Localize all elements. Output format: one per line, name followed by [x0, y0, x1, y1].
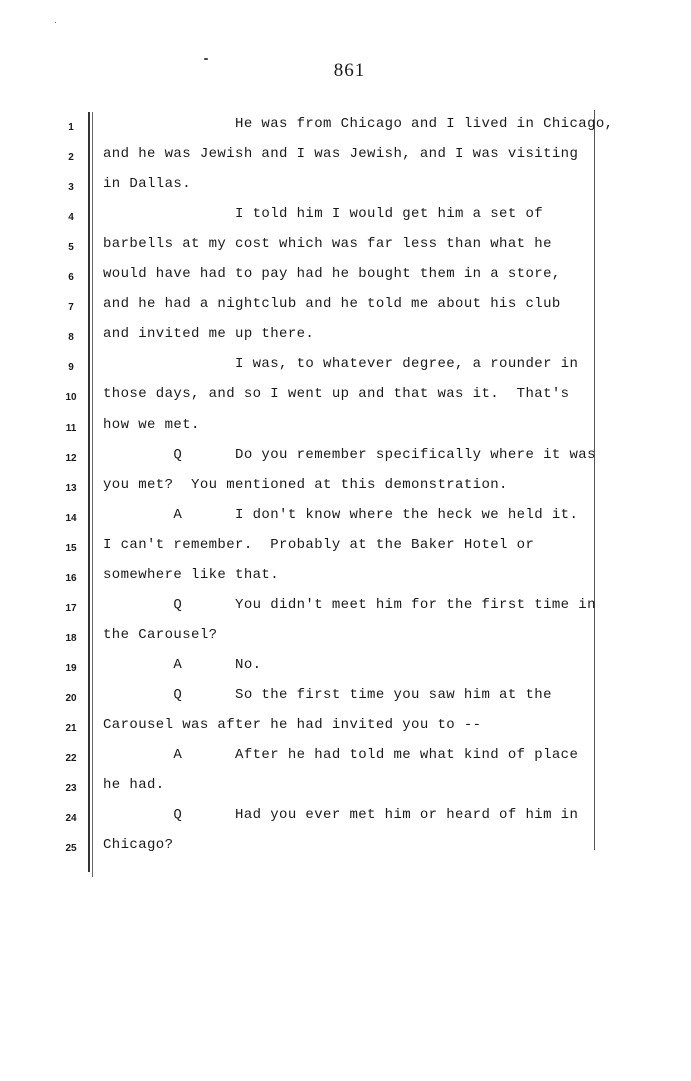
line-number: 5	[68, 242, 74, 254]
transcript-line	[0, 717, 691, 747]
transcript-line	[0, 176, 691, 206]
transcript-line	[0, 597, 691, 627]
transcript-line	[0, 747, 691, 777]
line-text: Q Do you remember specifically where it was	[103, 446, 596, 463]
line-text: He was from Chicago and I lived in Chicago,	[103, 116, 614, 132]
line-text: A I don't know where the heck we held it.	[103, 506, 579, 523]
line-number: 7	[68, 302, 74, 314]
line-text: the Carousel?	[103, 626, 218, 643]
transcript-line	[0, 296, 691, 326]
line-number: 10	[65, 392, 77, 404]
line-number: 3	[68, 182, 74, 194]
line-text: I can't remember. Probably at the Baker Hotel or	[103, 536, 535, 553]
line-text: he had.	[103, 777, 165, 794]
transcript-line	[0, 837, 691, 867]
line-text: somewhere like that.	[103, 566, 280, 583]
line-number: 16	[65, 572, 77, 584]
line-text: Q You didn't meet him for the first time in	[103, 596, 596, 613]
line-text: and he was Jewish and I was Jewish, and I was visiting	[103, 146, 579, 163]
transcript-line	[0, 627, 691, 657]
transcript-line	[0, 326, 691, 356]
line-text: A After he had told me what kind of place	[103, 747, 579, 764]
line-number: 12	[65, 452, 77, 464]
transcript-line	[0, 567, 691, 597]
transcript-line	[0, 417, 691, 447]
line-number: 25	[65, 843, 77, 855]
transcript-line	[0, 206, 691, 236]
line-text: would have had to pay had he bought them in a store,	[103, 266, 561, 283]
line-number: 14	[65, 512, 77, 524]
line-number: 23	[65, 783, 77, 795]
transcript-line	[0, 116, 691, 146]
transcript-line	[0, 386, 691, 416]
transcript-line	[0, 537, 691, 567]
line-number: 21	[65, 723, 77, 734]
line-number: 20	[65, 692, 77, 704]
line-text: Chicago?	[103, 837, 174, 854]
line-text: in Dallas.	[103, 176, 192, 193]
line-number: 9	[68, 362, 74, 374]
transcript-line	[0, 687, 691, 717]
page-number: 861	[333, 60, 366, 81]
line-text: Q So the first time you saw him at the	[103, 686, 552, 703]
transcript-line	[0, 356, 691, 386]
line-number: 2	[68, 152, 74, 164]
line-number: 18	[65, 632, 77, 644]
transcript-line	[0, 507, 691, 537]
line-text: and invited me up there.	[103, 326, 315, 343]
line-text: I told him I would get him a set of	[103, 206, 544, 223]
transcript-line	[0, 236, 691, 266]
line-number: 15	[65, 542, 77, 554]
line-number: 4	[68, 212, 74, 224]
transcript-line	[0, 146, 691, 176]
line-number: 6	[68, 272, 74, 284]
line-number: 19	[65, 662, 77, 674]
transcript-line	[0, 266, 691, 296]
transcript-line	[0, 777, 691, 807]
scan-speck	[55, 22, 56, 23]
line-text: I was, to whatever degree, a rounder in	[103, 356, 579, 373]
line-number: 24	[65, 813, 77, 825]
line-text: A No.	[103, 656, 262, 673]
scan-speck	[204, 58, 208, 60]
line-text: you met? You mentioned at this demonstration.	[103, 476, 508, 493]
line-number: 13	[65, 482, 77, 494]
line-text: how we met.	[103, 416, 200, 433]
transcript-line	[0, 447, 691, 477]
line-number: 17	[65, 602, 77, 614]
transcript-line	[0, 477, 691, 507]
line-text: and he had a nightclub and he told me about his club	[103, 296, 561, 313]
line-text: Carousel was after he had invited you to --	[103, 717, 482, 733]
line-number: 8	[68, 332, 74, 344]
line-text: those days, and so I went up and that was it. That's	[103, 386, 570, 403]
line-number: 22	[65, 753, 77, 765]
line-text: Q Had you ever met him or heard of him in	[103, 807, 579, 824]
line-number: 1	[68, 122, 74, 133]
transcript-line	[0, 657, 691, 687]
line-text: barbells at my cost which was far less than what he	[103, 236, 552, 253]
line-number: 11	[65, 422, 77, 434]
transcript-line	[0, 807, 691, 837]
